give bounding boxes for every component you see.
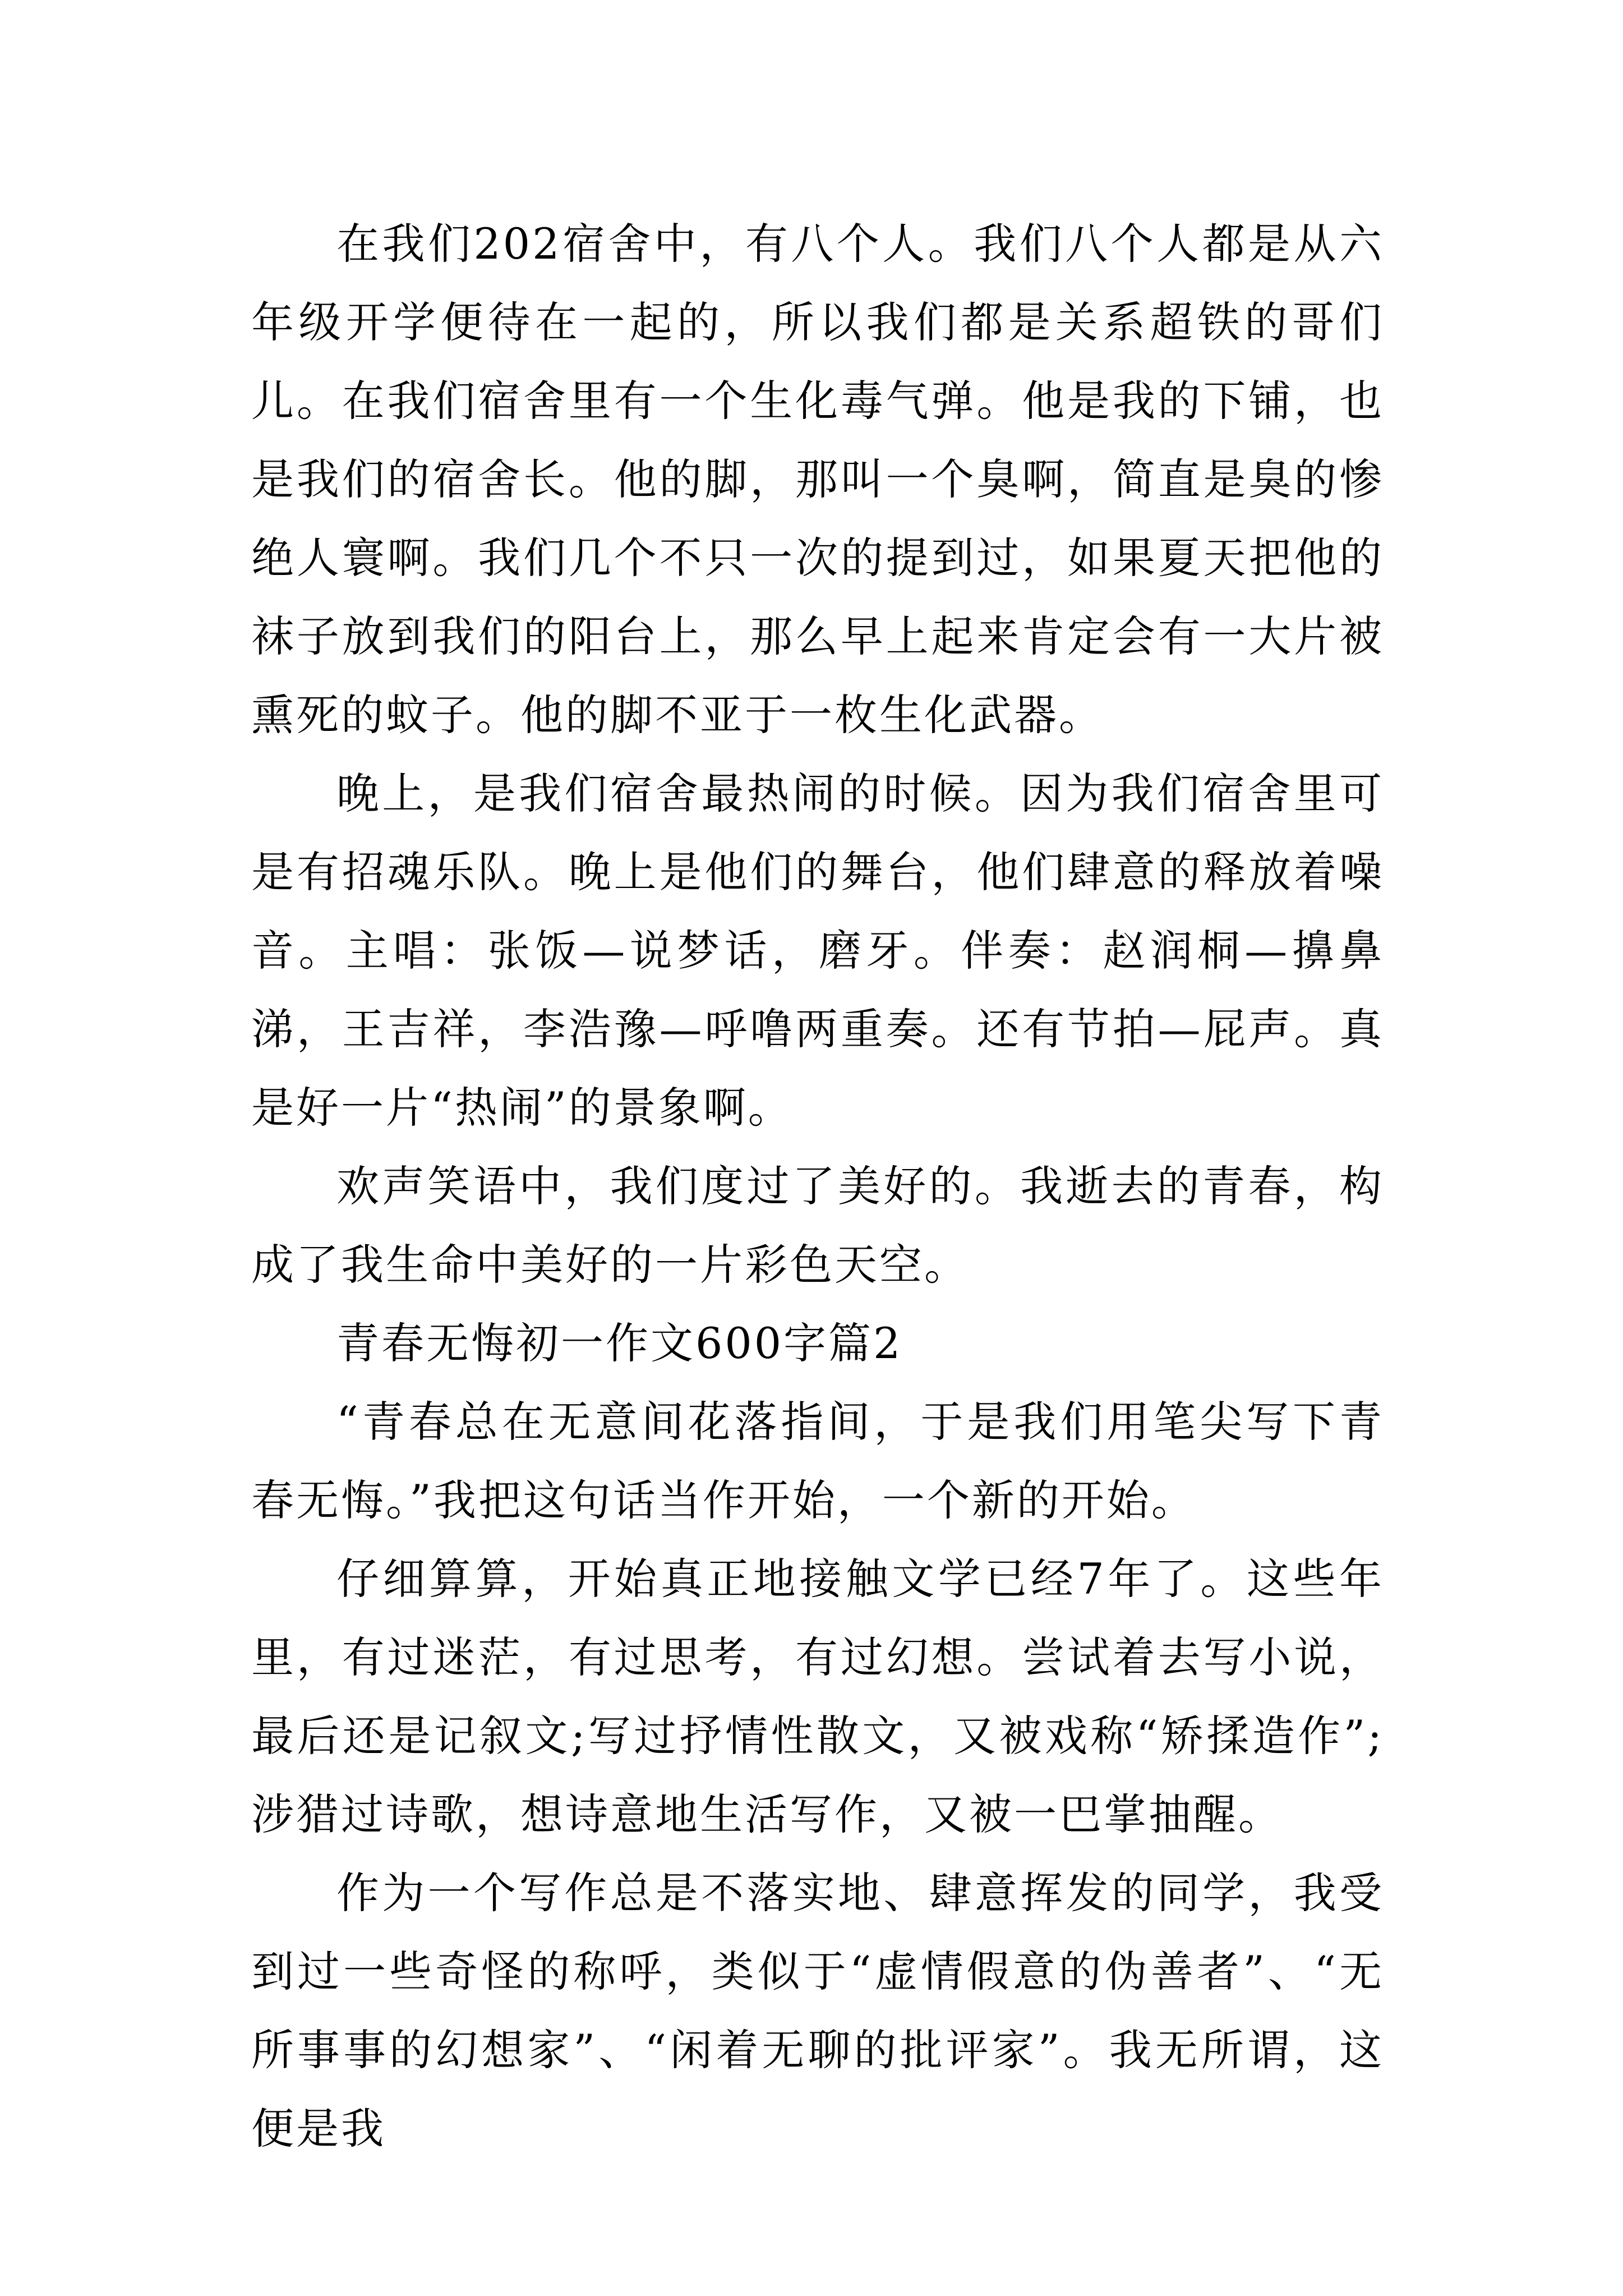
article-body xyxy=(251,205,1384,2168)
paragraph-youth-sky: 欢声笑语中，我们度过了美好的。我逝去的青春，构成了我生命中美好的一片彩色天空。 xyxy=(251,1161,1384,1290)
paragraph-quote: “青春总在无意间花落指间，于是我们用笔尖写下青春无悔。”我把这句话当作开始，一个新的开始。 xyxy=(251,1397,1384,1525)
section-heading: 青春无悔初一作文600字篇2 xyxy=(336,1318,903,1368)
paragraph-literature: 仔细算算，开始真正地接触文学已经7年了。这些年里，有过迷茫，有过思考，有过幻想。尝试着去写小说，最后还是记叙文;写过抒情性散文，又被戏称“矫揉造作”;涉猎过诗歌，想诗意地生活写作，又被一巴掌抽醒。 xyxy=(251,1554,1384,1839)
paragraph-dormitory: 在我们202宿舍中，有八个人。我们八个人都是从六年级开学便待在一起的，所以我们都是关系超铁的哥们儿。在我们宿舍里有一个生化毒气弹。他是我的下铺，也是我们的宿舍长。他的脚，那叫一个臭啊，简直是臭的惨绝人寰啊。我们几个不只一次的提到过，如果夏天把他的袜子放到我们的阳台上，那么早上起来肯定会有一大片被熏死的蚊子。他的脚不亚于一枚生化武器。 xyxy=(251,219,1384,740)
paragraph-nicknames: 作为一个写作总是不落实地、肆意挥发的同学，我受到过一些奇怪的称呼，类似于“虚情假意的伪善者”、“无所事事的幻想家”、“闲着无聊的批评家”。我无所谓，这便是我 xyxy=(251,1868,1384,2154)
paragraph-night: 晚上，是我们宿舍最热闹的时候。因为我们宿舍里可是有招魂乐队。晚上是他们的舞台，他们肆意的释放着噪音。主唱：张饭—说梦话，磨牙。伴奏：赵润桐—擤鼻涕，王吉祥，李浩豫—呼噜两重奏。还有节拍—屁声。真是好一片“热闹”的景象啊。 xyxy=(251,769,1384,1133)
